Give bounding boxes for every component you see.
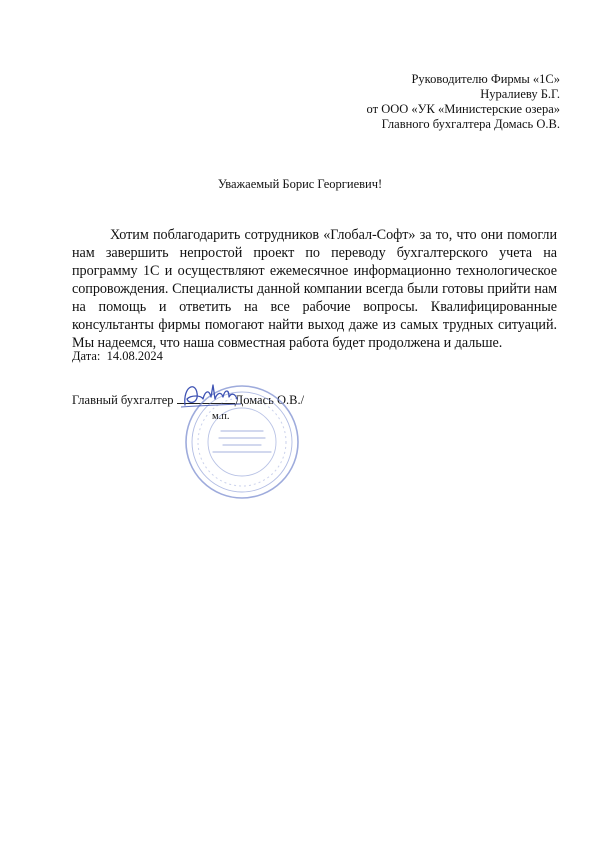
addressee-line-1: Руководителю Фирмы «1С» — [411, 72, 560, 86]
signer-role: Главный бухгалтер — [72, 393, 174, 407]
handwritten-signature — [175, 375, 245, 415]
letter-body: Хотим поблагодарить сотрудников «Глобал-Софт» за то, что они помогли нам завершить непростой проект по переводу бухгалтерского учета на программу 1С и осуществляют ежемесячное информационно технологическое сопровождения. Специалисты данной компании всегда были готовы прийти нам на помощь и ответить на все рабочие вопросы. Квалифицированные консультанты фирмы помогают найти выход даже из самых трудных ситуаций. Мы надеемся, что наша совместная работа будет продолжена и дальше. — [72, 227, 557, 352]
salutation: Уважаемый Борис Георгиевич! — [217, 177, 383, 191]
signer-name: Домась О.В./ — [234, 393, 305, 407]
addressee-line-2: Нуралиеву Б.Г. — [480, 87, 560, 101]
date-line — [72, 349, 163, 364]
date-label: Дата: — [72, 349, 101, 363]
addressee-block — [240, 72, 560, 132]
stamp-label: м.п. — [212, 411, 230, 422]
addressee-line-3: от ООО «УК «Министерские озера» — [366, 102, 560, 116]
date-value: 14.08.2024 — [106, 349, 163, 363]
addressee-line-4: Главного бухгалтера Домась О.В. — [381, 117, 560, 131]
